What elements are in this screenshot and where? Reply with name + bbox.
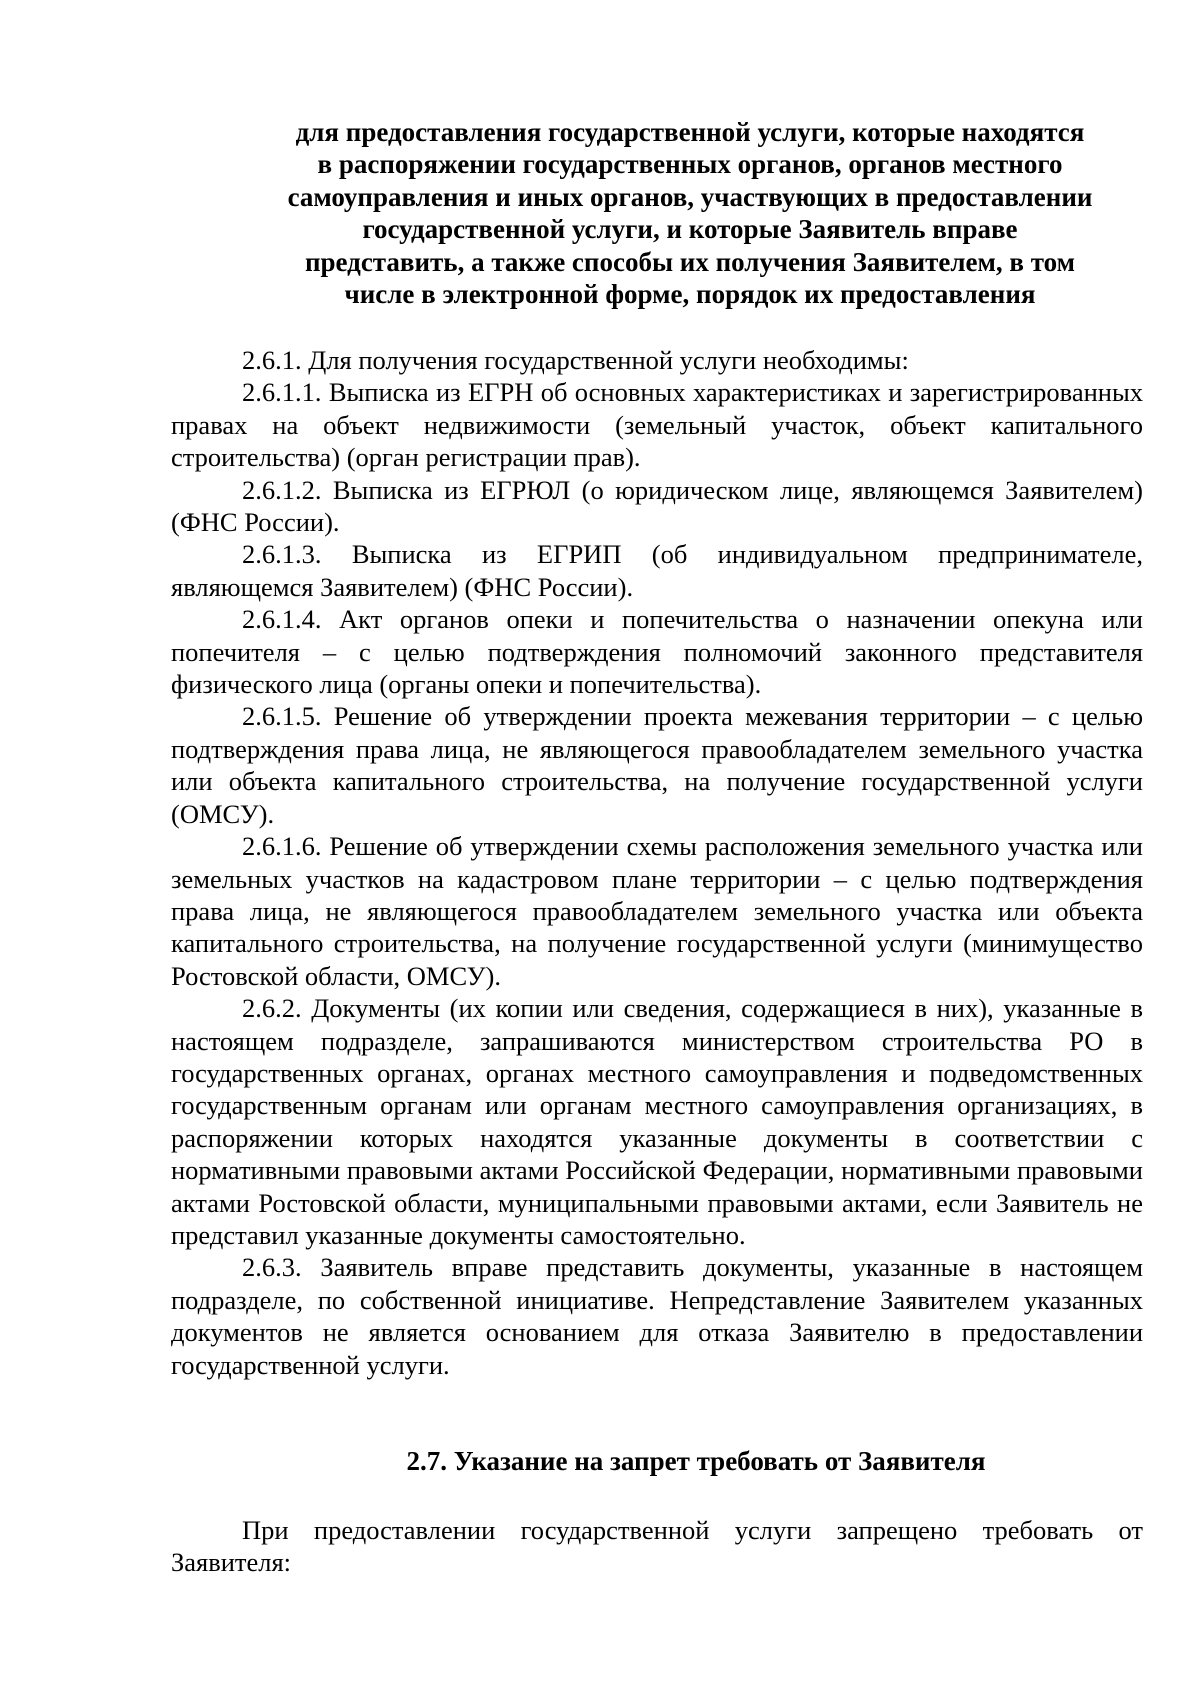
heading-line: для предоставления государственной услуги, которые находятся <box>295 117 1085 147</box>
paragraph-2-6-2: 2.6.2. Документы (их копии или сведения, содержащиеся в них), указанные в настоящем подразделе, запрашиваются министерством строительства РО в государственных органах, органах местного самоуправления и подведомственных государственным органам или органам местного самоуправления организациях, в распоряжении которых находятся указанные документы в соответствии с нормативными правовыми актами Российской Федерации, нормативными правовыми актами Ростовской области, муниципальными правовыми актами, если Заявитель не представил указанные документы самостоятельно. <box>171 993 1143 1250</box>
heading-line: числе в электронной форме, порядок их предоставления <box>344 279 1036 310</box>
paragraph-2-6-1-6: 2.6.1.6. Решение об утверждении схемы расположения земельного участка или земельных участков на кадастровом плане территории – с целью подтверждения права лица, не являющегося правообладателем земельного участка или объекта капитального строительства, на получение государственной услуги (минимущество Ростовской области, ОМСУ). <box>171 831 1143 991</box>
paragraph-2-6-1-1: 2.6.1.1. Выписка из ЕГРН об основных характеристиках и зарегистрированных правах на объект недвижимости (земельный участок, объект капитального строительства) (орган регистрации прав). <box>171 377 1143 473</box>
paragraph-2-6-1-5: 2.6.1.5. Решение об утверждении проекта межевания территории – с целью подтверждения права лица, не являющегося правообладателем земельного участка или объекта капитального строительства, на получение государственной услуги (ОМСУ). <box>171 701 1143 829</box>
section-2-7-title: 2.7. Указание на запрет требовать от Заявителя <box>406 1446 986 1476</box>
section-heading <box>240 116 1140 310</box>
paragraph-2-6-1-3: 2.6.1.3. Выписка из ЕГРИП (об индивидуальном предпринимателе, являющемся Заявителем) (ФНС России). <box>171 539 1143 602</box>
paragraph-2-6-1-4: 2.6.1.4. Акт органов опеки и попечительства о назначении опекуна или попечителя – с целью подтверждения полномочий законного представителя физического лица (органы опеки и попечительства). <box>171 604 1143 700</box>
heading-line: самоуправления и иных органов, участвующих в предоставлении <box>287 181 1093 212</box>
body-text <box>171 344 1143 1381</box>
paragraph-2-6-3: 2.6.3. Заявитель вправе представить документы, указанные в настоящем подразделе, по собственной инициативе. Непредставление Заявителем указанных документов не является основанием для отказа Заявителю в предоставлении государственной услуги. <box>171 1252 1143 1380</box>
heading-line: государственной услуги, и которые Заявитель вправе <box>362 214 1018 245</box>
heading-line: представить, а также способы их получения Заявителем, в том <box>304 246 1076 277</box>
heading-line: в распоряжении государственных органов, органов местного <box>317 149 1063 180</box>
paragraph-2-6-1-2: 2.6.1.2. Выписка из ЕГРЮЛ (о юридическом лице, являющемся Заявителем) (ФНС России). <box>171 474 1143 538</box>
paragraph-2-6-1: 2.6.1. Для получения государственной услуги необходимы: <box>242 345 909 375</box>
paragraph-2-7-intro: При предоставлении государственной услуги запрещено требовать от Заявителя: <box>171 1515 1143 1578</box>
section-2-7-body <box>171 1514 1143 1579</box>
